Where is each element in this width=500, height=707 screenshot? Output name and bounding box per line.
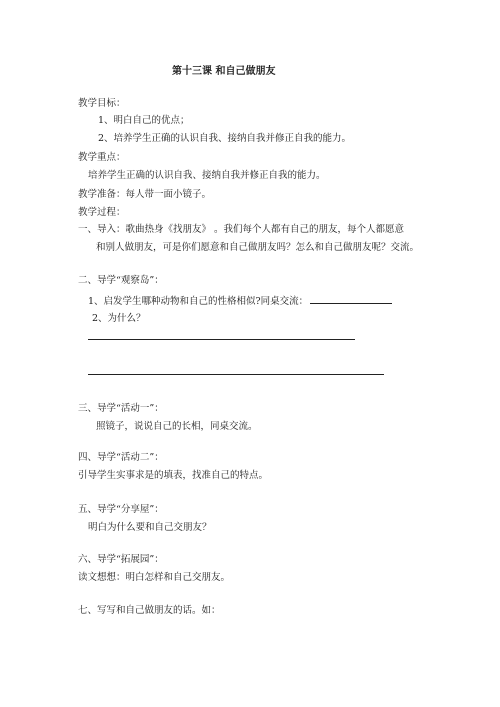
section-text: 明白为什么要和自己交朋友？ — [88, 522, 212, 533]
focus-heading: 教学重点： — [78, 152, 126, 163]
section-intro-line: 一、导入：歌曲热身《找朋友》 。我们每个人都有自己的朋友，每个人都愿意 — [78, 224, 405, 235]
process-heading: 教学过程： — [78, 207, 126, 218]
section-heading: 六、导学“拓展园”： — [78, 554, 164, 565]
page-title: 第十三课 和自己做朋友 — [172, 66, 276, 77]
section-item-text: 1、启发学生哪种动物和自己的性格相似?同桌交流： — [88, 296, 309, 307]
objective-item: 1、明白自己的优点； — [98, 115, 190, 126]
section-heading: 二、导学“观察岛”： — [78, 275, 164, 286]
objectives-heading: 教学目标： — [78, 98, 126, 109]
focus-text: 培养学生正确的认识自我、接纳自我并修正自我的能力。 — [88, 170, 326, 181]
section-heading: 七、写写和自己做朋友的话。如： — [78, 605, 221, 616]
answer-line[interactable] — [88, 374, 384, 375]
section-heading: 四、导学“活动二”： — [78, 452, 164, 463]
section-text: 引导学生实事求是的填表，找准自己的特点。 — [78, 470, 269, 481]
section-text: 读文想想：明白怎样和自己交朋友。 — [78, 572, 231, 583]
section-heading: 三、导学“活动一”： — [78, 403, 164, 414]
preparation-text: 教学准备：每人带一面小镜子。 — [78, 189, 212, 200]
section-heading: 五、导学“分享屋”： — [78, 504, 164, 515]
section-item: 2、为什么？ — [92, 313, 146, 324]
section-intro-line: 和别人做朋友，可是你们愿意和自己做朋友吗？怎么和自己做朋友呢？交流。 — [96, 242, 420, 253]
section-text: 照镜子，说说自己的长相，同桌交流。 — [96, 421, 258, 432]
answer-line[interactable] — [88, 339, 355, 340]
section-item — [88, 294, 392, 308]
objective-item: 2、培养学生正确的认识自我、接纳自我并修正自我的能力。 — [98, 133, 352, 144]
answer-blank[interactable] — [310, 294, 392, 304]
